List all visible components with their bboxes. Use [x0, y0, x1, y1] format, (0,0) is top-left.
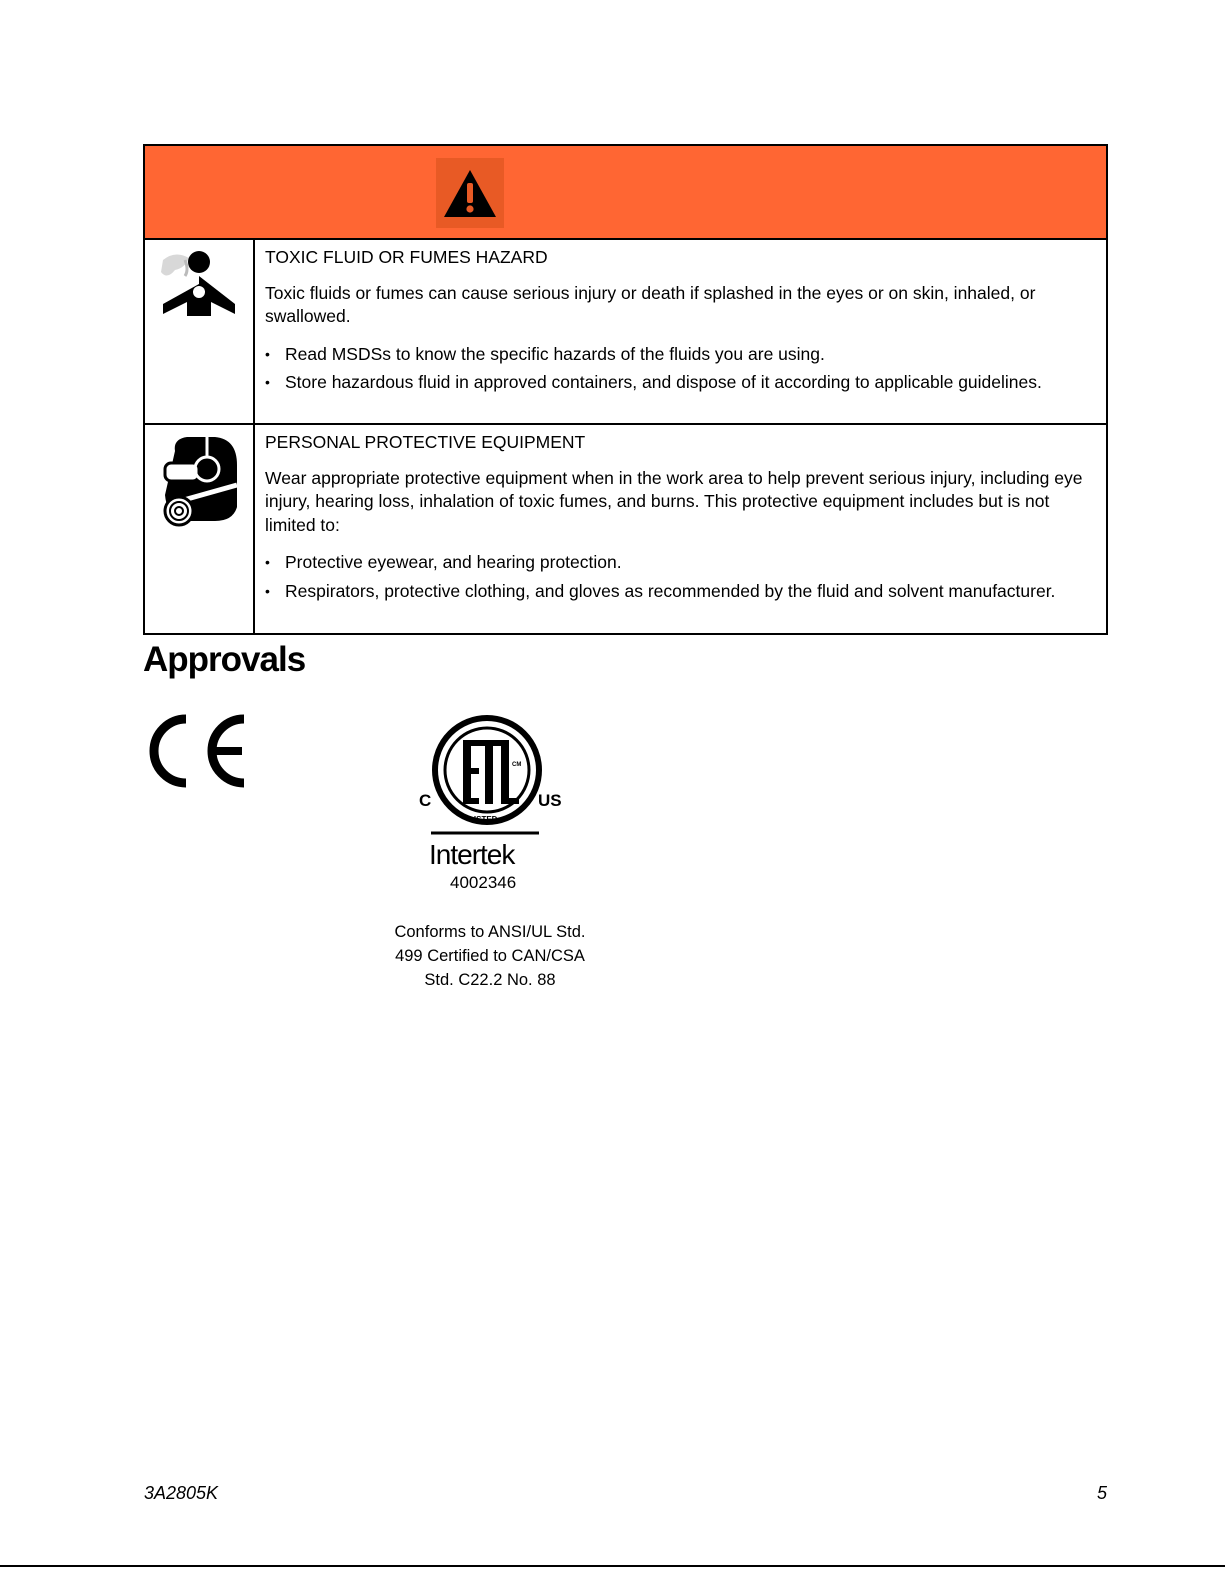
ppe-text-cell [255, 425, 1106, 633]
conformance-line: 499 Certified to CAN/CSA [395, 947, 585, 965]
footer-divider [0, 1565, 1225, 1567]
etl-c-label: C [419, 791, 432, 810]
document-id: 3A2805K [144, 1483, 219, 1503]
conformance-line: Conforms to ANSI/UL Std. [394, 923, 586, 941]
etl-certificate-number: 4002346 [450, 873, 517, 892]
toxic-text-cell [255, 240, 1106, 423]
toxic-title: TOXIC FLUID OR FUMES HAZARD [265, 247, 548, 267]
etl-listed-mark [413, 712, 573, 877]
conformance-line: Std. C22.2 No. 88 [424, 971, 556, 989]
etl-cm-label: CM [512, 762, 522, 768]
list-item: • Respirators, protective clothing, and gloves as recommended by the fluid and solvent manufacturer. [265, 580, 1096, 604]
etl-us-label: US [538, 791, 562, 810]
list-item: • Read MSDSs to know the specific hazards of the fluids you are using. [265, 343, 1096, 367]
ppe-bullets [265, 551, 1096, 603]
toxic-bullets [265, 343, 1096, 395]
approvals-heading: Approvals [143, 640, 306, 679]
ce-mark-icon [146, 713, 248, 794]
toxic-paragraph: Toxic fluids or fumes can cause serious injury or death if splashed in the eyes or on skin, inhaled, or swallowed. [265, 282, 1036, 326]
etl-brand-label: Intertek [429, 839, 515, 870]
warning-row-toxic [145, 240, 1106, 425]
warning-table [143, 144, 1108, 635]
list-item: • Protective eyewear, and hearing protection. [265, 551, 1096, 575]
list-item: • Store hazardous fluid in approved containers, and dispose of it according to applicable guidelines. [265, 371, 1096, 395]
ppe-title: PERSONAL PROTECTIVE EQUIPMENT [265, 432, 586, 452]
toxic-fumes-icon [145, 240, 255, 423]
warning-triangle-icon [436, 158, 504, 228]
conformance-statement [370, 920, 610, 992]
warning-row-ppe [145, 425, 1106, 633]
warning-header [145, 146, 1106, 240]
etl-listed-label: LISTED [469, 815, 498, 824]
protective-equipment-icon [145, 425, 255, 633]
page-number: 5 [1097, 1483, 1108, 1503]
ppe-paragraph: Wear appropriate protective equipment when in the work area to help prevent serious injury, including eye injury, hearing loss, inhalation of toxic fumes, and burns. This protective equipment includes but is not limited to: [265, 467, 1083, 535]
